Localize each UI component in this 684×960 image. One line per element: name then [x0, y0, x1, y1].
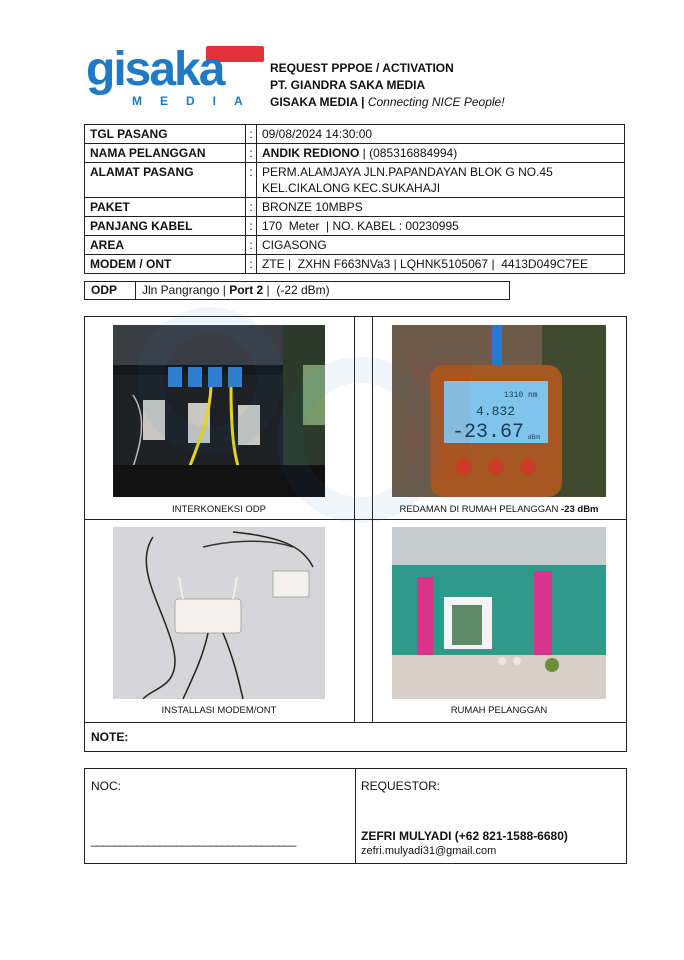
value-modem-ont: ZTE | ZXHN F663NVa3 | LQHNK5105067 | 4413D049C7EE: [257, 255, 625, 274]
header-tagline: Connecting NICE People!: [367, 95, 505, 109]
meter-wavelength: 1310 nm: [504, 391, 538, 400]
photo-rumah-pelanggan: [392, 527, 606, 699]
customer-phone: | (085316884994): [359, 146, 458, 160]
value-area: CIGASONG: [257, 236, 625, 255]
header-company: PT. GIANDRA SAKA MEDIA: [270, 78, 426, 92]
label-modem-ont: MODEM / ONT: [85, 255, 246, 274]
label-paket: PAKET: [85, 198, 246, 217]
row-tgl-pasang: [85, 125, 625, 144]
photo-installasi-modem: [113, 527, 325, 699]
meter-unit: dBm: [528, 435, 541, 441]
row-alamat-pasang: [85, 163, 625, 198]
requestor-name: ZEFRI MULYADI (+62 821-1588-6680): [361, 829, 568, 843]
row-panjang-kabel: [85, 217, 625, 236]
label-nama-pelanggan: NAMA PELANGGAN: [85, 144, 246, 163]
modem-image: [113, 527, 325, 699]
label-panjang-kabel: PANJANG KABEL: [85, 217, 246, 236]
header-brand: GISAKA MEDIA |: [270, 95, 368, 109]
customer-name: ANDIK REDIONO: [262, 146, 360, 160]
document-header: [270, 60, 505, 111]
gisaka-logo: [86, 44, 264, 110]
customer-info-table: [84, 124, 625, 274]
value-tgl-pasang: 09/08/2024 14:30:00: [257, 125, 625, 144]
header-title: REQUEST PPPOE / ACTIVATION: [270, 61, 454, 75]
logo-wordmark: gisaka: [86, 43, 224, 96]
odp-label: ODP: [85, 282, 136, 299]
odp-street: Jln Pangrango |: [142, 283, 230, 297]
label-area: AREA: [85, 236, 246, 255]
odp-signal: | (-22 dBm): [263, 283, 330, 297]
meter-value-1: 4.832: [476, 404, 516, 419]
caption-rumah-pelanggan: RUMAH PELANGGAN: [450, 705, 548, 716]
label-alamat-pasang: ALAMAT PASANG: [85, 163, 246, 198]
caption-installasi-modem: INSTALLASI MODEM/ONT: [161, 705, 277, 716]
colon: :: [246, 236, 257, 255]
value-alamat-pasang: [257, 163, 625, 198]
value-paket: BRONZE 10MBPS: [257, 198, 625, 217]
note-section: [84, 721, 627, 752]
signature-divider: [355, 769, 356, 863]
row-area: [85, 236, 625, 255]
photo-interkoneksi-odp: [113, 325, 325, 497]
photo-redaman: [392, 325, 606, 497]
noc-signature-line: ____________________________________: [91, 833, 296, 847]
photo-grid: [84, 316, 627, 723]
address-line-2: KEL.CIKALONG KEC.SUKAHAJI: [262, 181, 441, 195]
colon: :: [246, 125, 257, 144]
value-nama-pelanggan: [257, 144, 625, 163]
colon: :: [246, 163, 257, 198]
label-tgl-pasang: TGL PASANG: [85, 125, 246, 144]
odp-row: [84, 281, 510, 300]
odp-box-image: [113, 325, 325, 497]
header-brand-line: [270, 94, 505, 111]
row-paket: [85, 198, 625, 217]
meter-value-2: -23.67: [452, 421, 525, 444]
note-label: NOTE:: [91, 730, 129, 744]
colon: :: [246, 217, 257, 236]
caption-redaman: [376, 504, 622, 515]
noc-label: NOC:: [91, 779, 121, 793]
signature-box: [84, 768, 627, 864]
colon: :: [246, 144, 257, 163]
address-line-1: PERM.ALAMJAYA JLN.PAPANDAYAN BLOK G NO.45: [262, 165, 553, 179]
odp-value: [136, 282, 330, 299]
value-panjang-kabel: 170 Meter | NO. KABEL : 00230995: [257, 217, 625, 236]
caption-interkoneksi-odp: INTERKONEKSI ODP: [172, 504, 266, 515]
logo-subtext: MEDIA: [132, 94, 261, 108]
requestor-email: zefri.mulyadi31@gmail.com: [361, 845, 497, 857]
power-meter-image: [392, 325, 606, 497]
row-nama-pelanggan: [85, 144, 625, 163]
requestor-label: REQUESTOR:: [361, 779, 441, 793]
row-modem-ont: [85, 255, 625, 274]
colon: :: [246, 255, 257, 274]
caption-redaman-text: REDAMAN DI RUMAH PELANGGAN: [399, 504, 562, 515]
house-image: [392, 527, 606, 699]
colon: :: [246, 198, 257, 217]
caption-redaman-value: -23 dBm: [561, 504, 599, 515]
grid-divider: [85, 519, 626, 520]
odp-port: Port 2: [229, 283, 264, 297]
